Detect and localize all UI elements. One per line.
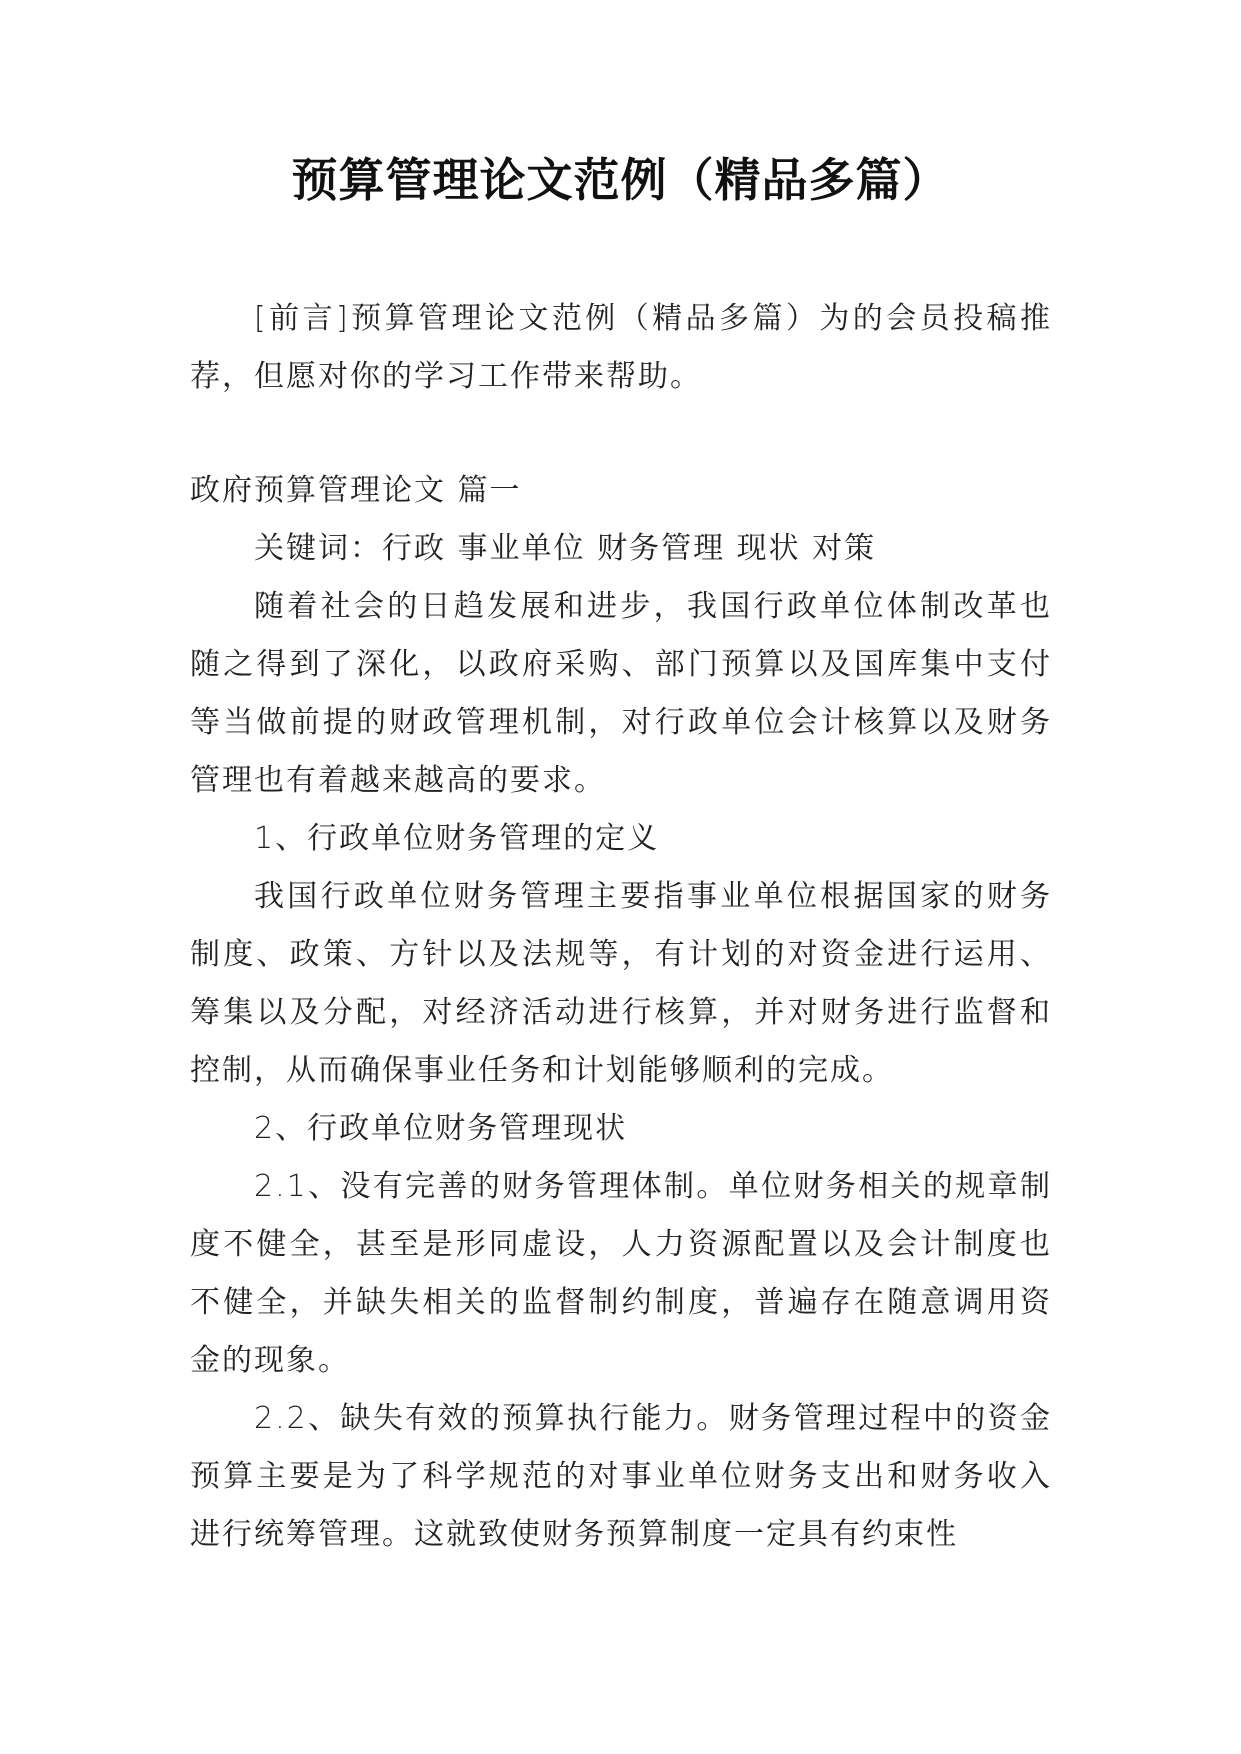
preface-block [190, 290, 1052, 406]
body-paragraph: 随着社会的日趋发展和进步，我国行政单位体制改革也随之得到了深化，以政府采购、部门预算以及国库集中支付等当做前提的财政管理机制，对行政单位会计核算以及财务管理也有着越来越高的要求。 [190, 589, 1052, 798]
preface-paragraph: [前言]预算管理论文范例（精品多篇）为的会员投稿推荐，但愿对你的学习工作带来帮助。 [190, 301, 1052, 394]
main-body [190, 520, 1052, 1564]
document-title: 预算管理论文范例（精品多篇） [291, 153, 950, 207]
body-paragraph: 2.2、缺失有效的预算执行能力。财务管理过程中的资金预算主要是为了科学规范的对事业单位财务支出和财务收入进行统筹管理。这就致使财务预算制度一定具有约束性 [190, 1401, 1052, 1552]
section-title: 政府预算管理论文 篇一 [190, 473, 522, 508]
subheading-definition: 1、行政单位财务管理的定义 [254, 821, 660, 856]
subheading-status: 2、行政单位财务管理现状 [254, 1111, 628, 1146]
section-heading-block [190, 462, 1052, 520]
body-paragraph: 2.1、没有完善的财务管理体制。单位财务相关的规章制度不健全，甚至是形同虚设，人力资源配置以及会计制度也不健全，并缺失相关的监督制约制度，普遍存在随意调用资金的现象。 [190, 1169, 1052, 1378]
body-paragraph: 我国行政单位财务管理主要指事业单位根据国家的财务制度、政策、方针以及法规等，有计划的对资金进行运用、筹集以及分配，对经济活动进行核算，并对财务进行监督和控制，从而确保事业任务和计划能够顺利的完成。 [190, 879, 1052, 1088]
keywords-paragraph: 关键词：行政 事业单位 财务管理 现状 对策 [254, 531, 877, 566]
